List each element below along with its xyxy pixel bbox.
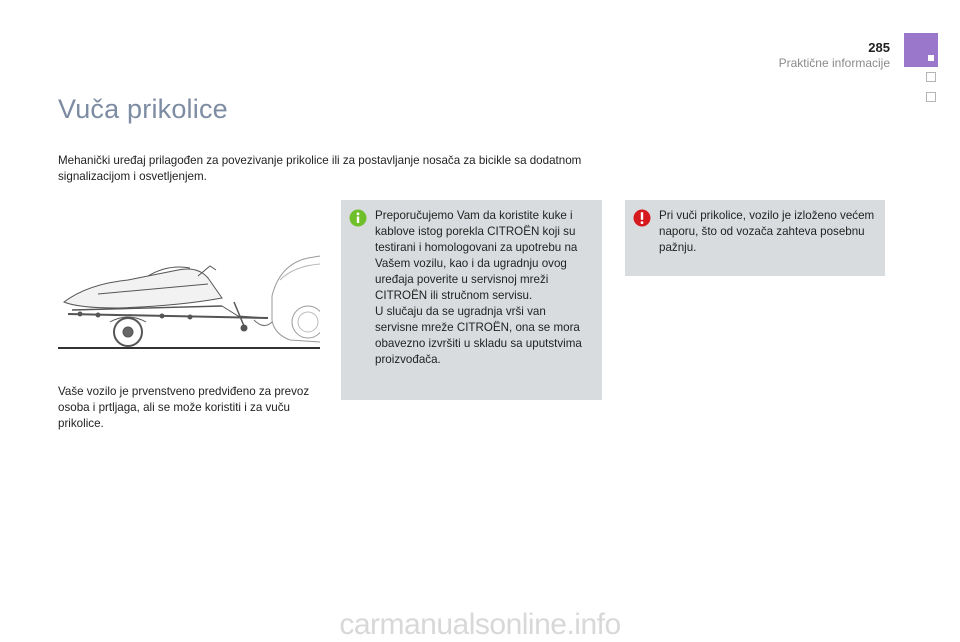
warning-icon <box>633 209 651 227</box>
footer-watermark: carmanualsonline.info <box>339 608 621 641</box>
page-number: 285 <box>868 40 890 55</box>
info-box <box>341 200 602 400</box>
chapter-tab[interactable] <box>904 33 938 67</box>
info-icon <box>349 209 367 227</box>
page-title: Vuča prikolice <box>58 94 228 124</box>
warning-text: Pri vuči prikolice, vozilo je izloženo većem naporu, što od vozača zahteva posebnu pažnju. <box>659 209 875 254</box>
chapter-tab-marker <box>928 55 934 61</box>
warning-box <box>625 200 885 276</box>
info-text: Preporučujemo Vam da koristite kuke i kablove istog porekla CITROËN koji su testirani i homologovani za upotrebu na Vašem vozilu, kao i da ugradnju ovog uređaja poverite u servisnoj mreži CITROËN ili stručnom servisu. U slučaju da se ugradnja vrši van servisne mreže CITROËN, ona se mora obavezno izvršiti u skladu sa uputstvima proizvođača. <box>375 209 582 366</box>
trailer-illustration <box>58 236 320 354</box>
body-paragraph: Vaše vozilo je prvenstveno predviđeno za prevoz osoba i prtljaga, ali se može koristiti i za vuču prikolice. <box>58 385 310 430</box>
intro-paragraph: Mehanički uređaj prilagođen za povezivanje prikolice ili za postavljanje nosača za bicikle sa dodatnom signalizacijom i osvetljenjem. <box>58 154 582 183</box>
nav-square-2[interactable] <box>926 92 936 102</box>
section-title: Praktične informacije <box>778 56 890 70</box>
nav-square-1[interactable] <box>926 72 936 82</box>
